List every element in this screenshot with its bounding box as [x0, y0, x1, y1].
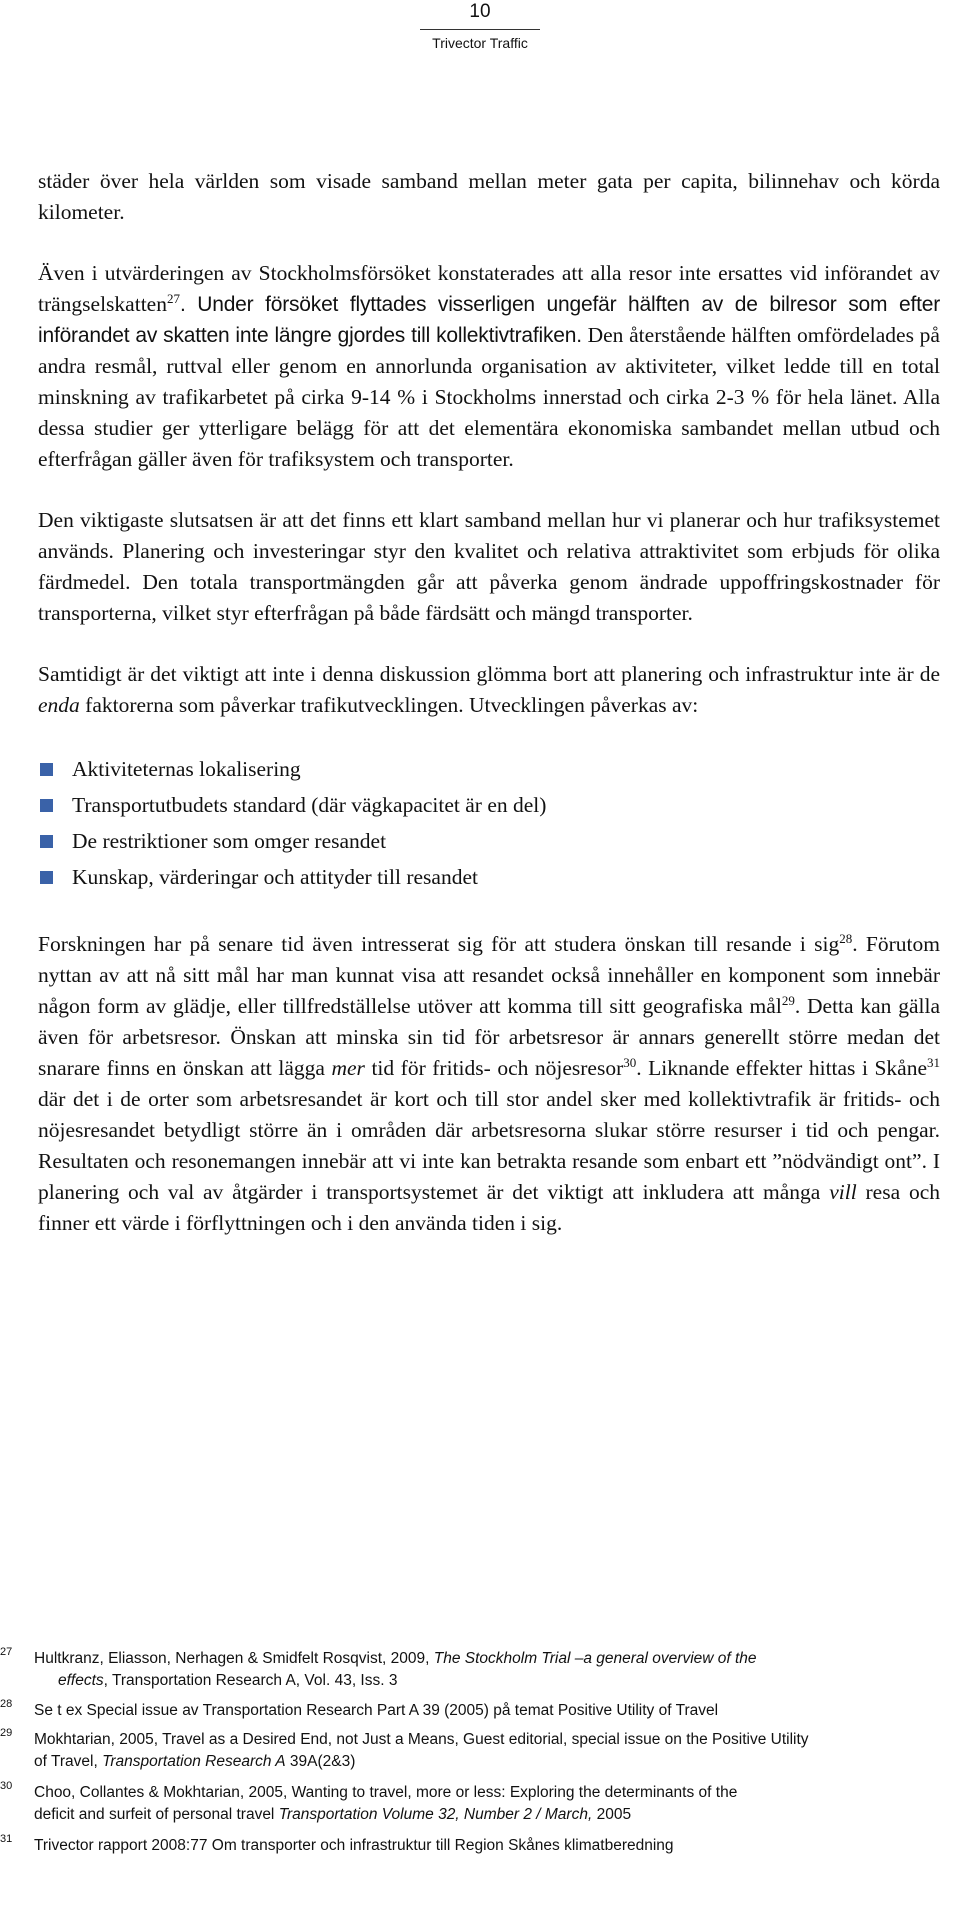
footnote-number: 31	[0, 1833, 13, 1845]
footnote-31	[0, 1835, 930, 1857]
body-text	[38, 166, 940, 1269]
square-bullet-icon	[40, 835, 53, 848]
footnote-text-continued	[34, 1751, 930, 1773]
footnote-30-emphasis: Transportation Volume 32, Number 2 / March,	[278, 1806, 593, 1823]
paragraph-2-text-b: . Under försöket flyttades visserligen ungefär hälften av de bilresor som efter införandet av skatten inte längre gjordes till kollektivtrafiken.	[38, 293, 940, 347]
paragraph-5-text-b: . Förutom nyttan av att nå sitt mål har man kunnat visa att resandet också innehåller en komponent som innebär någon form av glädje, eller tillfredställelse utöver att komma till sitt geografiska mål	[38, 932, 940, 1018]
paragraph-5-emphasis-mer: mer	[331, 1056, 365, 1080]
footnote-ref-30[interactable]: 30	[623, 1054, 637, 1070]
footnote-text: Trivector rapport 2008:77 Om transporter och infrastruktur till Region Skånes klimatberedning	[34, 1837, 674, 1854]
square-bullet-icon	[40, 799, 53, 812]
footnote-29-text-b: of Travel,	[34, 1753, 103, 1770]
paragraph-5-text-d: tid för fritids- och nöjesresor	[364, 1056, 624, 1080]
paragraph-5	[38, 929, 940, 1239]
paragraph-4-emphasis: enda	[38, 693, 80, 717]
list-item	[38, 751, 940, 787]
footnote-27-text-b: , Transportation Research A, Vol. 43, Iss. 3	[103, 1672, 398, 1689]
paragraph-5-text-c: . Detta kan gälla även för arbetsresor. Önskan att minska sin tid för arbetsresor är annars generellt större medan det snarare finns en önskan att lägga	[38, 994, 940, 1080]
footnote-ref-27[interactable]: 27	[166, 290, 180, 306]
paragraph-5-text-f: där det i de orter som arbetsresandet är kort och till stor andel sker med kollektivtrafik är fritids- och nöjesresandet betydligt större än i områden där arbetsresorna slukar större resurser i tid och pengar. Resultaten och resonemangen innebär att vi inte kan betrakta resande som enbart ett ”nödvändigt ont”. I planering och val av åtgärder i transportsystemet är det viktigt att inkludera att många	[38, 1087, 940, 1204]
footnote-text: Se t ex Special issue av Transportation Research Part A 39 (2005) på temat Positive Utility of Travel	[34, 1702, 719, 1719]
paragraph-5-text-a: Forskningen har på senare tid även intresserat sig för att studera önskan till resande i sig	[38, 932, 840, 956]
footnote-text	[34, 1648, 930, 1670]
paragraph-2-text-c: Den återstående hälften omfördelades på andra resmål, ruttval eller genom en annorlunda organisation av aktiviteter, vilket ledde till en total minskning av trafikarbetet på cirka 9-14 % i Stockholms innerstad och cirka 2-3 % för hela länet. Alla dessa studier ger ytterligare belägg för att det elementära ekonomiska sambandet mellan utbud och efterfrågan gäller även för trafiksystem och transporter.	[38, 323, 940, 471]
footnote-number: 28	[0, 1698, 13, 1710]
page-number: 10	[469, 1, 491, 22]
footnote-text-continued	[58, 1670, 930, 1692]
footnote-text-continued	[34, 1804, 930, 1826]
footnote-number: 29	[0, 1727, 13, 1739]
list-item	[38, 787, 940, 823]
footnote-27-emphasis-2: effects	[58, 1672, 104, 1689]
header-rule	[420, 29, 540, 30]
footnote-27-text-a: Hultkranz, Eliasson, Nerhagen & Smidfelt Rosqvist, 2009,	[34, 1650, 434, 1667]
footnote-27	[0, 1648, 930, 1692]
square-bullet-icon	[40, 763, 53, 776]
footnote-29-text-c: 39A(2&3)	[285, 1753, 356, 1770]
footnote-30-text-b: deficit and surfeit of personal travel	[34, 1806, 279, 1823]
footnote-ref-29[interactable]: 29	[781, 992, 795, 1008]
paragraph-5-text-e: . Liknande effekter hittas i Skåne	[636, 1056, 927, 1080]
footnote-27-emphasis: The Stockholm Trial –a general overview of the	[433, 1650, 757, 1667]
paragraph-5-emphasis-vill: vill	[829, 1180, 857, 1204]
footnote-29-emphasis: Transportation Research A	[102, 1753, 286, 1770]
header-title: Trivector Traffic	[432, 35, 528, 51]
footnote-text: Mokhtarian, 2005, Travel as a Desired End, not Just a Means, Guest editorial, special issue on the Positive Utility	[34, 1731, 809, 1748]
footnote-30-text-c: 2005	[592, 1806, 632, 1823]
footnote-ref-28[interactable]: 28	[839, 930, 853, 946]
list-item-text: Aktiviteternas lokalisering	[72, 757, 301, 781]
footnote-ref-31[interactable]: 31	[927, 1054, 940, 1070]
page-header	[420, 0, 540, 52]
paragraph-1: städer över hela världen som visade samband mellan meter gata per capita, bilinnehav och körda kilometer.	[38, 169, 940, 224]
paragraph-4	[38, 659, 940, 721]
list-item-text: Kunskap, värderingar och attityder till resandet	[72, 865, 478, 889]
list-item	[38, 859, 940, 895]
paragraph-2	[38, 258, 940, 475]
list-item-text: De restriktioner som omger resandet	[72, 829, 387, 853]
footnote-number: 30	[0, 1780, 13, 1792]
footnote-text: Choo, Collantes & Mokhtarian, 2005, Wanting to travel, more or less: Exploring the determinants of the	[34, 1784, 738, 1801]
paragraph-3: Den viktigaste slutsatsen är att det finns ett klart samband mellan hur vi planerar och hur trafiksystemet används. Planering och investeringar styr den kvalitet och relativa attraktivitet som erbjuds för olika färdmedel. Den totala transportmängden går att påverka genom ändrade uppoffringskostnader för transporterna, vilket styr efterfrågan på både färdsätt och mängd transporter.	[38, 508, 940, 625]
paragraph-5-text-g: resa och finner ett värde i förflyttningen och i den använda tiden i sig.	[38, 1180, 941, 1235]
paragraph-2-text-a: Även i utvärderingen av Stockholmsförsöket konstaterades att alla resor inte ersattes vid införandet av trängselskatten	[38, 261, 940, 316]
paragraph-4-text-b: faktorerna som påverkar trafikutvecklingen. Utvecklingen påverkas av:	[79, 693, 699, 717]
list-item-text: Transportutbudets standard (där vägkapacitet är en del)	[72, 793, 547, 817]
footnote-29	[0, 1729, 930, 1773]
footnote-28	[0, 1700, 930, 1722]
footnote-number: 27	[0, 1646, 13, 1658]
square-bullet-icon	[40, 871, 53, 884]
paragraph-4-text-a: Samtidigt är det viktigt att inte i denna diskussion glömma bort att planering och infrastruktur inte är de	[38, 662, 940, 686]
footnote-30	[0, 1782, 930, 1826]
list-item	[38, 823, 940, 859]
bullet-list	[38, 751, 940, 895]
